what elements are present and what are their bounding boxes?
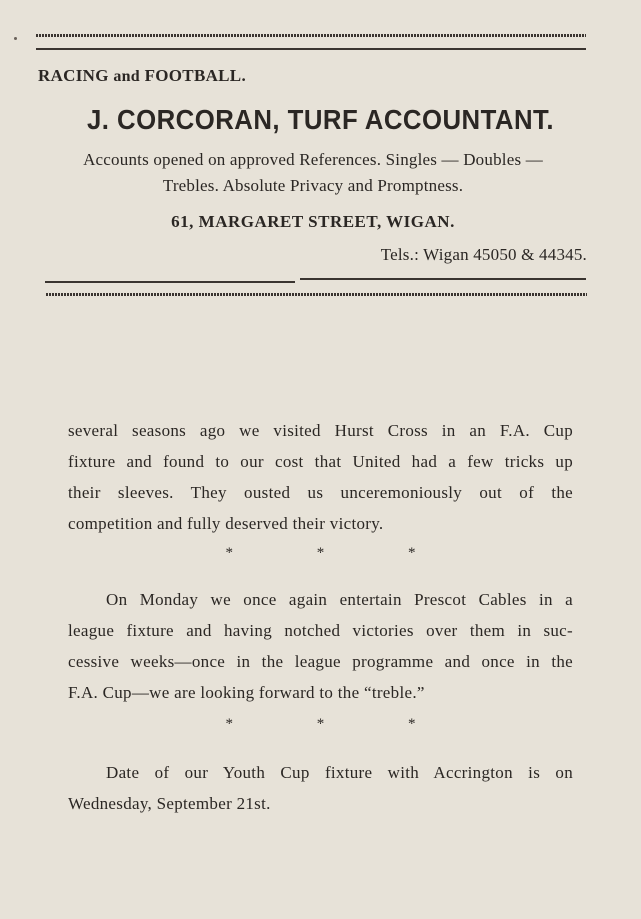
ad-title: J. CORCORAN, TURF ACCOUNTANT. xyxy=(87,104,554,135)
paragraph-2-line: cessive weeks—once in the league programme and once in the xyxy=(68,652,573,671)
paragraph-2-line: On Monday we once again entertain Prescot Cables in a xyxy=(106,590,573,609)
margin-dot xyxy=(14,37,17,40)
ad-telephone: Tels.: Wigan 45050 & 44345. xyxy=(380,245,587,264)
ad-line-1: Accounts opened on approved References. Singles — Doubles — xyxy=(83,150,543,169)
section-separator: * * * xyxy=(225,716,456,732)
top-dotted-rule xyxy=(36,34,586,37)
paragraph-1-line: their sleeves. They ousted us unceremoniously out of the xyxy=(68,483,573,502)
paragraph-2 xyxy=(68,584,573,708)
paragraph-2-line: F.A. Cup—we are looking forward to the “treble.” xyxy=(68,683,425,702)
bottom-dotted-rule xyxy=(46,293,587,296)
ad-line-2: Trebles. Absolute Privacy and Promptness. xyxy=(162,176,464,195)
paragraph-1 xyxy=(68,415,573,539)
section-separator: * * * xyxy=(225,545,456,561)
paragraph-3 xyxy=(68,757,573,819)
kicker-football: FOOTBALL. xyxy=(144,66,246,85)
ad-kicker xyxy=(38,66,246,86)
paragraph-1-line: competition and fully deserved their victory. xyxy=(68,514,384,533)
kicker-and: and xyxy=(113,68,141,85)
paragraph-3-line: Wednesday, September 21st. xyxy=(68,794,271,813)
bottom-solid-rule-right xyxy=(300,278,586,280)
top-solid-rule xyxy=(36,48,586,50)
paragraph-3-line: Date of our Youth Cup fixture with Accrington is on xyxy=(106,763,573,782)
kicker-racing: RACING xyxy=(38,66,109,85)
paragraph-1-line: several seasons ago we visited Hurst Cross in an F.A. Cup xyxy=(68,421,573,440)
paragraph-1-line: fixture and found to our cost that United had a few tricks up xyxy=(68,452,573,471)
bottom-solid-rule-left xyxy=(45,281,295,283)
paragraph-2-line: league fixture and having notched victories over them in suc- xyxy=(68,621,573,640)
ad-address: 61, MARGARET STREET, WIGAN. xyxy=(171,212,455,231)
